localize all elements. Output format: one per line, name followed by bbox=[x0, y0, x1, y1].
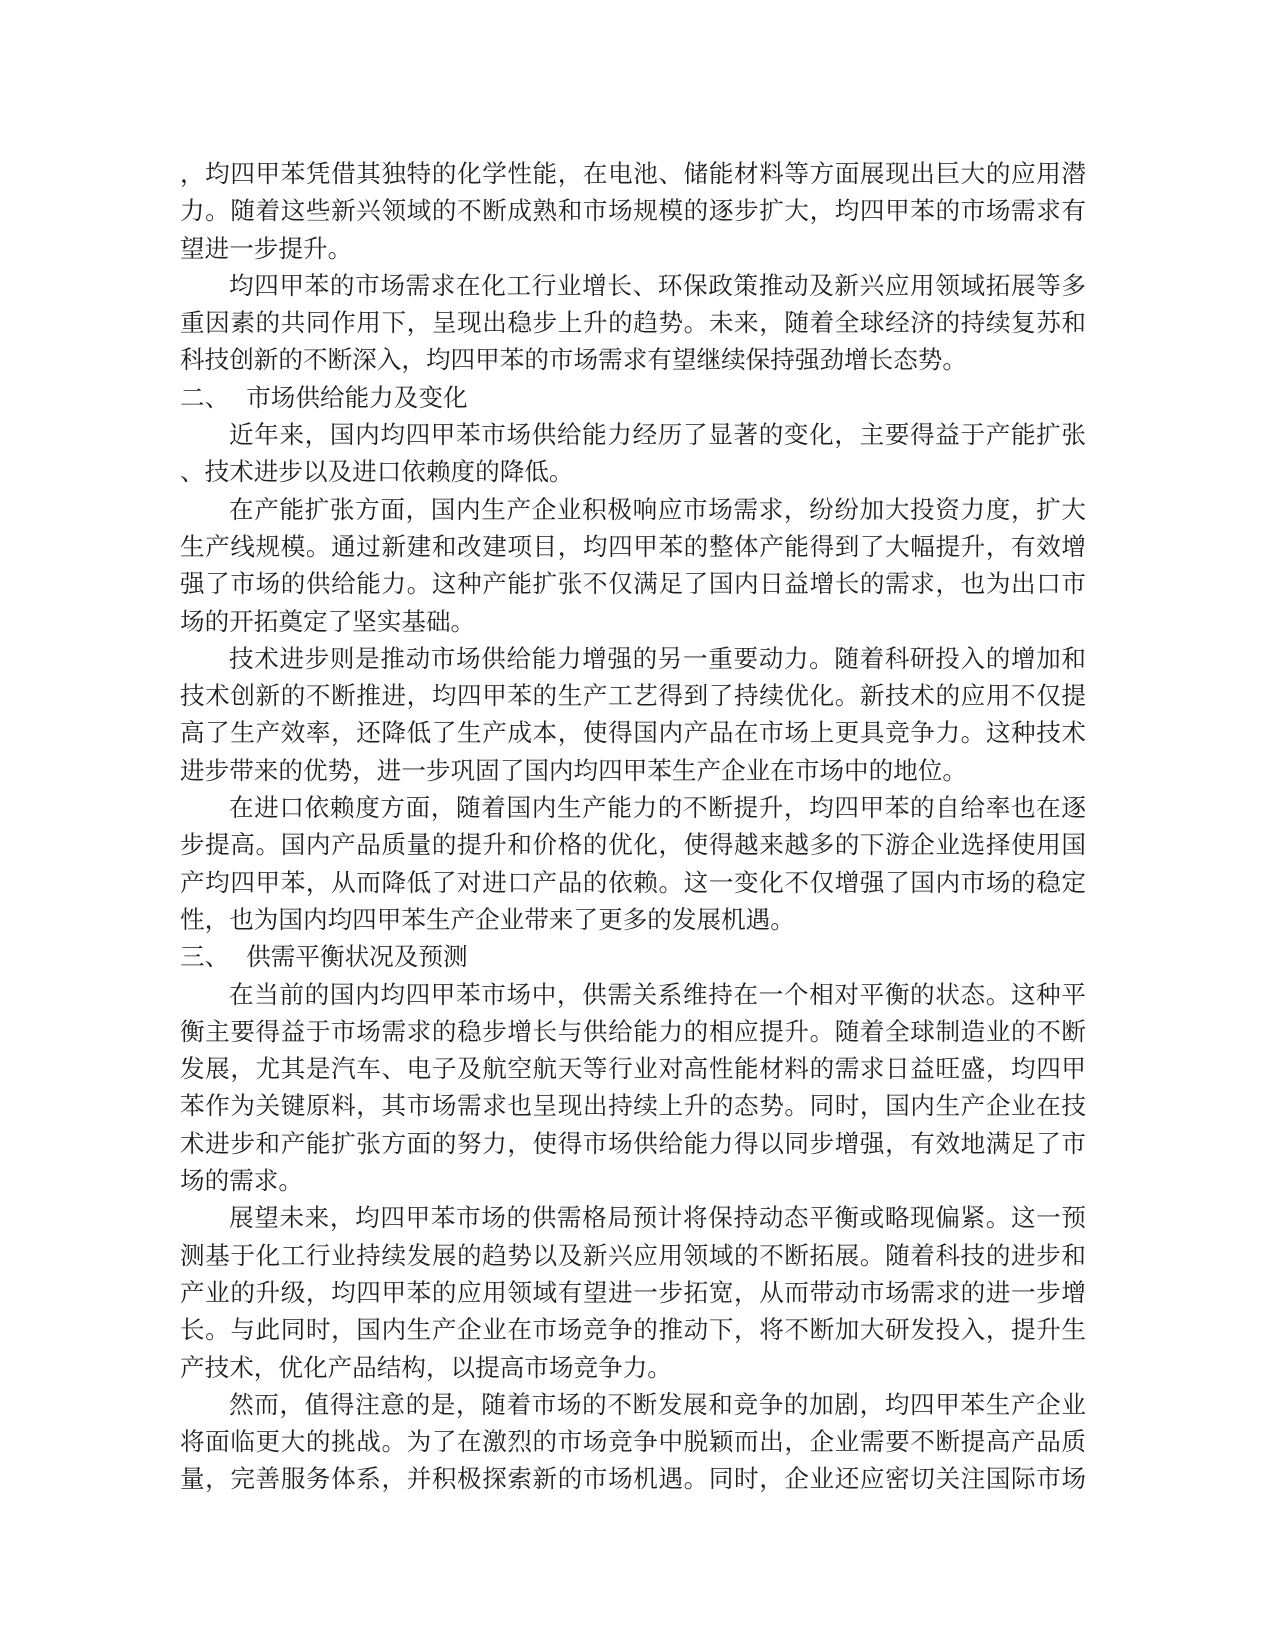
heading-title: 市场供给能力及变化 bbox=[246, 384, 468, 412]
heading-number: 三、 bbox=[180, 944, 230, 972]
text-line: 强了市场的供给能力。这种产能扩张不仅满足了国内日益增长的需求，也为出口市 bbox=[180, 571, 1086, 599]
text-line: 衡主要得益于市场需求的稳步增长与供给能力的相应提升。随着全球制造业的不断 bbox=[180, 1018, 1086, 1046]
text-line: 性，也为国内均四甲苯生产企业带来了更多的发展机遇。 bbox=[180, 906, 795, 934]
text-line: 在当前的国内均四甲苯市场中，供需关系维持在一个相对平衡的状态。这种平 bbox=[229, 981, 1086, 1009]
text-line: 技术进步则是推动市场供给能力增强的另一重要动力。随着科研投入的增加和 bbox=[229, 645, 1086, 673]
text-line: 产技术，优化产品结构，以提高市场竞争力。 bbox=[180, 1354, 672, 1382]
paragraph bbox=[180, 1200, 1086, 1386]
text-line: 重因素的共同作用下，呈现出稳步上升的趋势。未来，随着全球经济的持续复苏和 bbox=[180, 310, 1086, 338]
text-line: 步提高。国内产品质量的提升和价格的优化，使得越来越多的下游企业选择使用国 bbox=[180, 832, 1086, 860]
text-line: 进步带来的优势，进一步巩固了国内均四甲苯生产企业在市场中的地位。 bbox=[180, 757, 968, 785]
paragraph bbox=[180, 492, 1086, 641]
text-line: 在进口依赖度方面，随着国内生产能力的不断提升，均四甲苯的自给率也在逐 bbox=[229, 795, 1086, 823]
text-line: 力。随着这些新兴领域的不断成熟和市场规模的逐步扩大，均四甲苯的市场需求有 bbox=[180, 198, 1086, 226]
paragraph bbox=[180, 641, 1086, 790]
text-line: 近年来，国内均四甲苯市场供给能力经历了显著的变化，主要得益于产能扩张 bbox=[229, 422, 1086, 450]
text-line: 望进一步提升。 bbox=[180, 235, 353, 263]
document-body bbox=[180, 156, 1086, 1499]
text-line: 将面临更大的挑战。为了在激烈的市场竞争中脱颖而出，企业需要不断提高产品质 bbox=[180, 1429, 1086, 1457]
section-heading bbox=[180, 939, 1086, 976]
text-line: 均四甲苯的市场需求在化工行业增长、环保政策推动及新兴应用领域拓展等多 bbox=[229, 272, 1086, 300]
text-line: 长。与此同时，国内生产企业在市场竞争的推动下，将不断加大研发投入，提升生 bbox=[180, 1317, 1086, 1345]
paragraph bbox=[180, 156, 1086, 268]
paragraph bbox=[180, 790, 1086, 939]
text-line: 苯作为关键原料，其市场需求也呈现出持续上升的态势。同时，国内生产企业在技 bbox=[180, 1093, 1086, 1121]
text-line: 术进步和产能扩张方面的努力，使得市场供给能力得以同步增强，有效地满足了市 bbox=[180, 1130, 1086, 1158]
text-line: 科技创新的不断深入，均四甲苯的市场需求有望继续保持强劲增长态势。 bbox=[180, 347, 968, 375]
text-line: 量，完善服务体系，并积极探索新的市场机遇。同时，企业还应密切关注国际市场 bbox=[180, 1466, 1086, 1494]
text-line: ，均四甲苯凭借其独特的化学性能，在电池、储能材料等方面展现出巨大的应用潜 bbox=[180, 161, 1086, 188]
text-line: 发展，尤其是汽车、电子及航空航天等行业对高性能材料的需求日益旺盛，均四甲 bbox=[180, 1056, 1086, 1084]
text-line: 、技术进步以及进口依赖度的降低。 bbox=[180, 459, 574, 487]
section-heading bbox=[180, 380, 1086, 417]
paragraph bbox=[180, 268, 1086, 380]
text-line: 高了生产效率，还降低了生产成本，使得国内产品在市场上更具竞争力。这种技术 bbox=[180, 720, 1086, 748]
heading-title: 供需平衡状况及预测 bbox=[246, 944, 468, 972]
text-line: 在产能扩张方面，国内生产企业积极响应市场需求，纷纷加大投资力度，扩大 bbox=[229, 496, 1086, 524]
text-line: 生产线规模。通过新建和改建项目，均四甲苯的整体产能得到了大幅提升，有效增 bbox=[180, 533, 1086, 561]
paragraph bbox=[180, 1387, 1086, 1499]
text-line: 场的需求。 bbox=[180, 1168, 303, 1196]
text-line: 场的开拓奠定了坚实基础。 bbox=[180, 608, 476, 636]
paragraph bbox=[180, 417, 1086, 492]
paragraph bbox=[180, 977, 1086, 1201]
text-line: 测基于化工行业持续发展的趋势以及新兴应用领域的不断拓展。随着科技的进步和 bbox=[180, 1242, 1086, 1270]
text-line: 然而，值得注意的是，随着市场的不断发展和竞争的加剧，均四甲苯生产企业 bbox=[229, 1391, 1086, 1419]
text-line: 产均四甲苯，从而降低了对进口产品的依赖。这一变化不仅增强了国内市场的稳定 bbox=[180, 869, 1086, 897]
text-line: 技术创新的不断推进，均四甲苯的生产工艺得到了持续优化。新技术的应用不仅提 bbox=[180, 683, 1086, 711]
text-line: 产业的升级，均四甲苯的应用领域有望进一步拓宽，从而带动市场需求的进一步增 bbox=[180, 1279, 1086, 1307]
text-line: 展望未来，均四甲苯市场的供需格局预计将保持动态平衡或略现偏紧。这一预 bbox=[229, 1205, 1086, 1233]
heading-number: 二、 bbox=[180, 384, 230, 412]
